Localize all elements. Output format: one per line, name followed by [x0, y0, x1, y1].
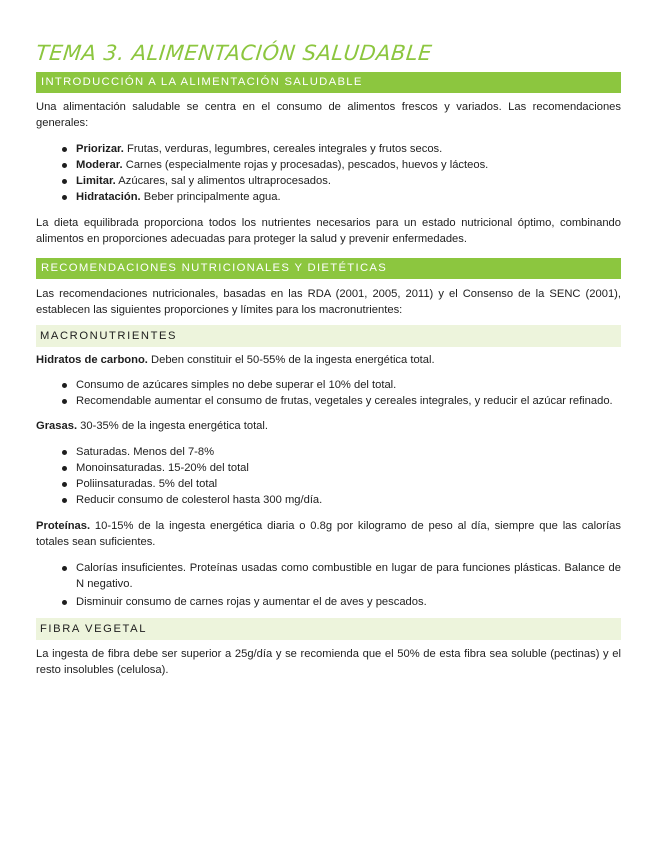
section-heading-recommendations: RECOMENDACIONES NUTRICIONALES Y DIETÉTICAS: [36, 258, 621, 279]
proteins-term: Proteínas.: [36, 520, 91, 532]
intro-paragraph: Una alimentación saludable se centra en el consumo de alimentos frescos y variados. Las recomendaciones generales:: [36, 101, 621, 129]
carbs-paragraph: [36, 352, 621, 368]
list-item: Disminuir consumo de carnes rojas y aumentar el de aves y pescados.: [36, 594, 621, 610]
list-item-text: Carnes (especialmente rojas y procesadas), pescados, huevos y lácteos.: [122, 159, 489, 171]
list-item-text: Frutas, verduras, legumbres, cereales integrales y frutos secos.: [123, 143, 443, 155]
page-title: TEMA 3. ALIMENTACIÓN SALUDABLE: [34, 41, 434, 65]
list-item-text: Azúcares, sal y alimentos ultraprocesados.: [115, 175, 331, 187]
carbs-term: Hidratos de carbono.: [36, 354, 148, 366]
list-item-term: Hidratación.: [76, 191, 141, 203]
document-page: [36, 0, 621, 678]
list-item: [36, 157, 621, 173]
intro-list: [36, 141, 621, 205]
intro-closing-paragraph: La dieta equilibrada proporciona todos los nutrientes necesarios para un estado nutricional óptimo, combinando alimentos en proporciones adecuadas para proteger la salud y prevenir enfermedades.: [36, 217, 621, 245]
list-item-term: Priorizar.: [76, 143, 124, 155]
list-item: Poliinsaturadas. 5% del total: [36, 476, 621, 492]
list-item-term: Limitar.: [76, 175, 116, 187]
carbs-text: Deben constituir el 50-55% de la ingesta energética total.: [147, 354, 435, 366]
fats-term: Grasas.: [36, 420, 78, 432]
list-item-text: Beber principalmente agua.: [140, 191, 281, 203]
fats-text: 30-35% de la ingesta energética total.: [77, 420, 268, 432]
fiber-paragraph: La ingesta de fibra debe ser superior a 25g/día y se recomienda que el 50% de esta fibra sea soluble (pectinas) y el resto insolubles (celulosa).: [36, 648, 621, 676]
list-item: [36, 189, 621, 205]
list-item: Consumo de azúcares simples no debe superar el 10% del total.: [36, 377, 621, 393]
list-item: Calorías insuficientes. Proteínas usadas como combustible en lugar de para funciones plásticas. Balance de N negativo.: [36, 560, 621, 592]
section-heading-intro: INTRODUCCIÓN A LA ALIMENTACIÓN SALUDABLE: [36, 72, 621, 93]
list-item: Reducir consumo de colesterol hasta 300 mg/día.: [36, 492, 621, 508]
recommendations-paragraph: Las recomendaciones nutricionales, basadas en las RDA (2001, 2005, 2011) y el Consenso de la SENC (2001), establecen las siguientes proporciones y límites para los macronutrientes:: [36, 288, 621, 316]
proteins-paragraph: [36, 518, 621, 550]
list-item: Saturadas. Menos del 7-8%: [36, 444, 621, 460]
subsection-heading-fiber: FIBRA VEGETAL: [36, 618, 621, 640]
subsection-heading-macronutrients: MACRONUTRIENTES: [36, 325, 621, 347]
list-item-term: Moderar.: [76, 159, 123, 171]
list-item: Monoinsaturadas. 15-20% del total: [36, 460, 621, 476]
list-item: Recomendable aumentar el consumo de frutas, vegetales y cereales integrales, y reducir el azúcar refinado.: [36, 393, 621, 409]
fats-list: [36, 444, 621, 508]
carbs-list: [36, 377, 621, 409]
fats-paragraph: [36, 418, 621, 434]
proteins-list: [36, 560, 621, 610]
list-item: [36, 173, 621, 189]
proteins-text: 10-15% de la ingesta energética diaria o 0.8g por kilogramo de peso al día, siempre que las calorías totales sean suficientes.: [36, 520, 621, 548]
list-item: [36, 141, 621, 157]
